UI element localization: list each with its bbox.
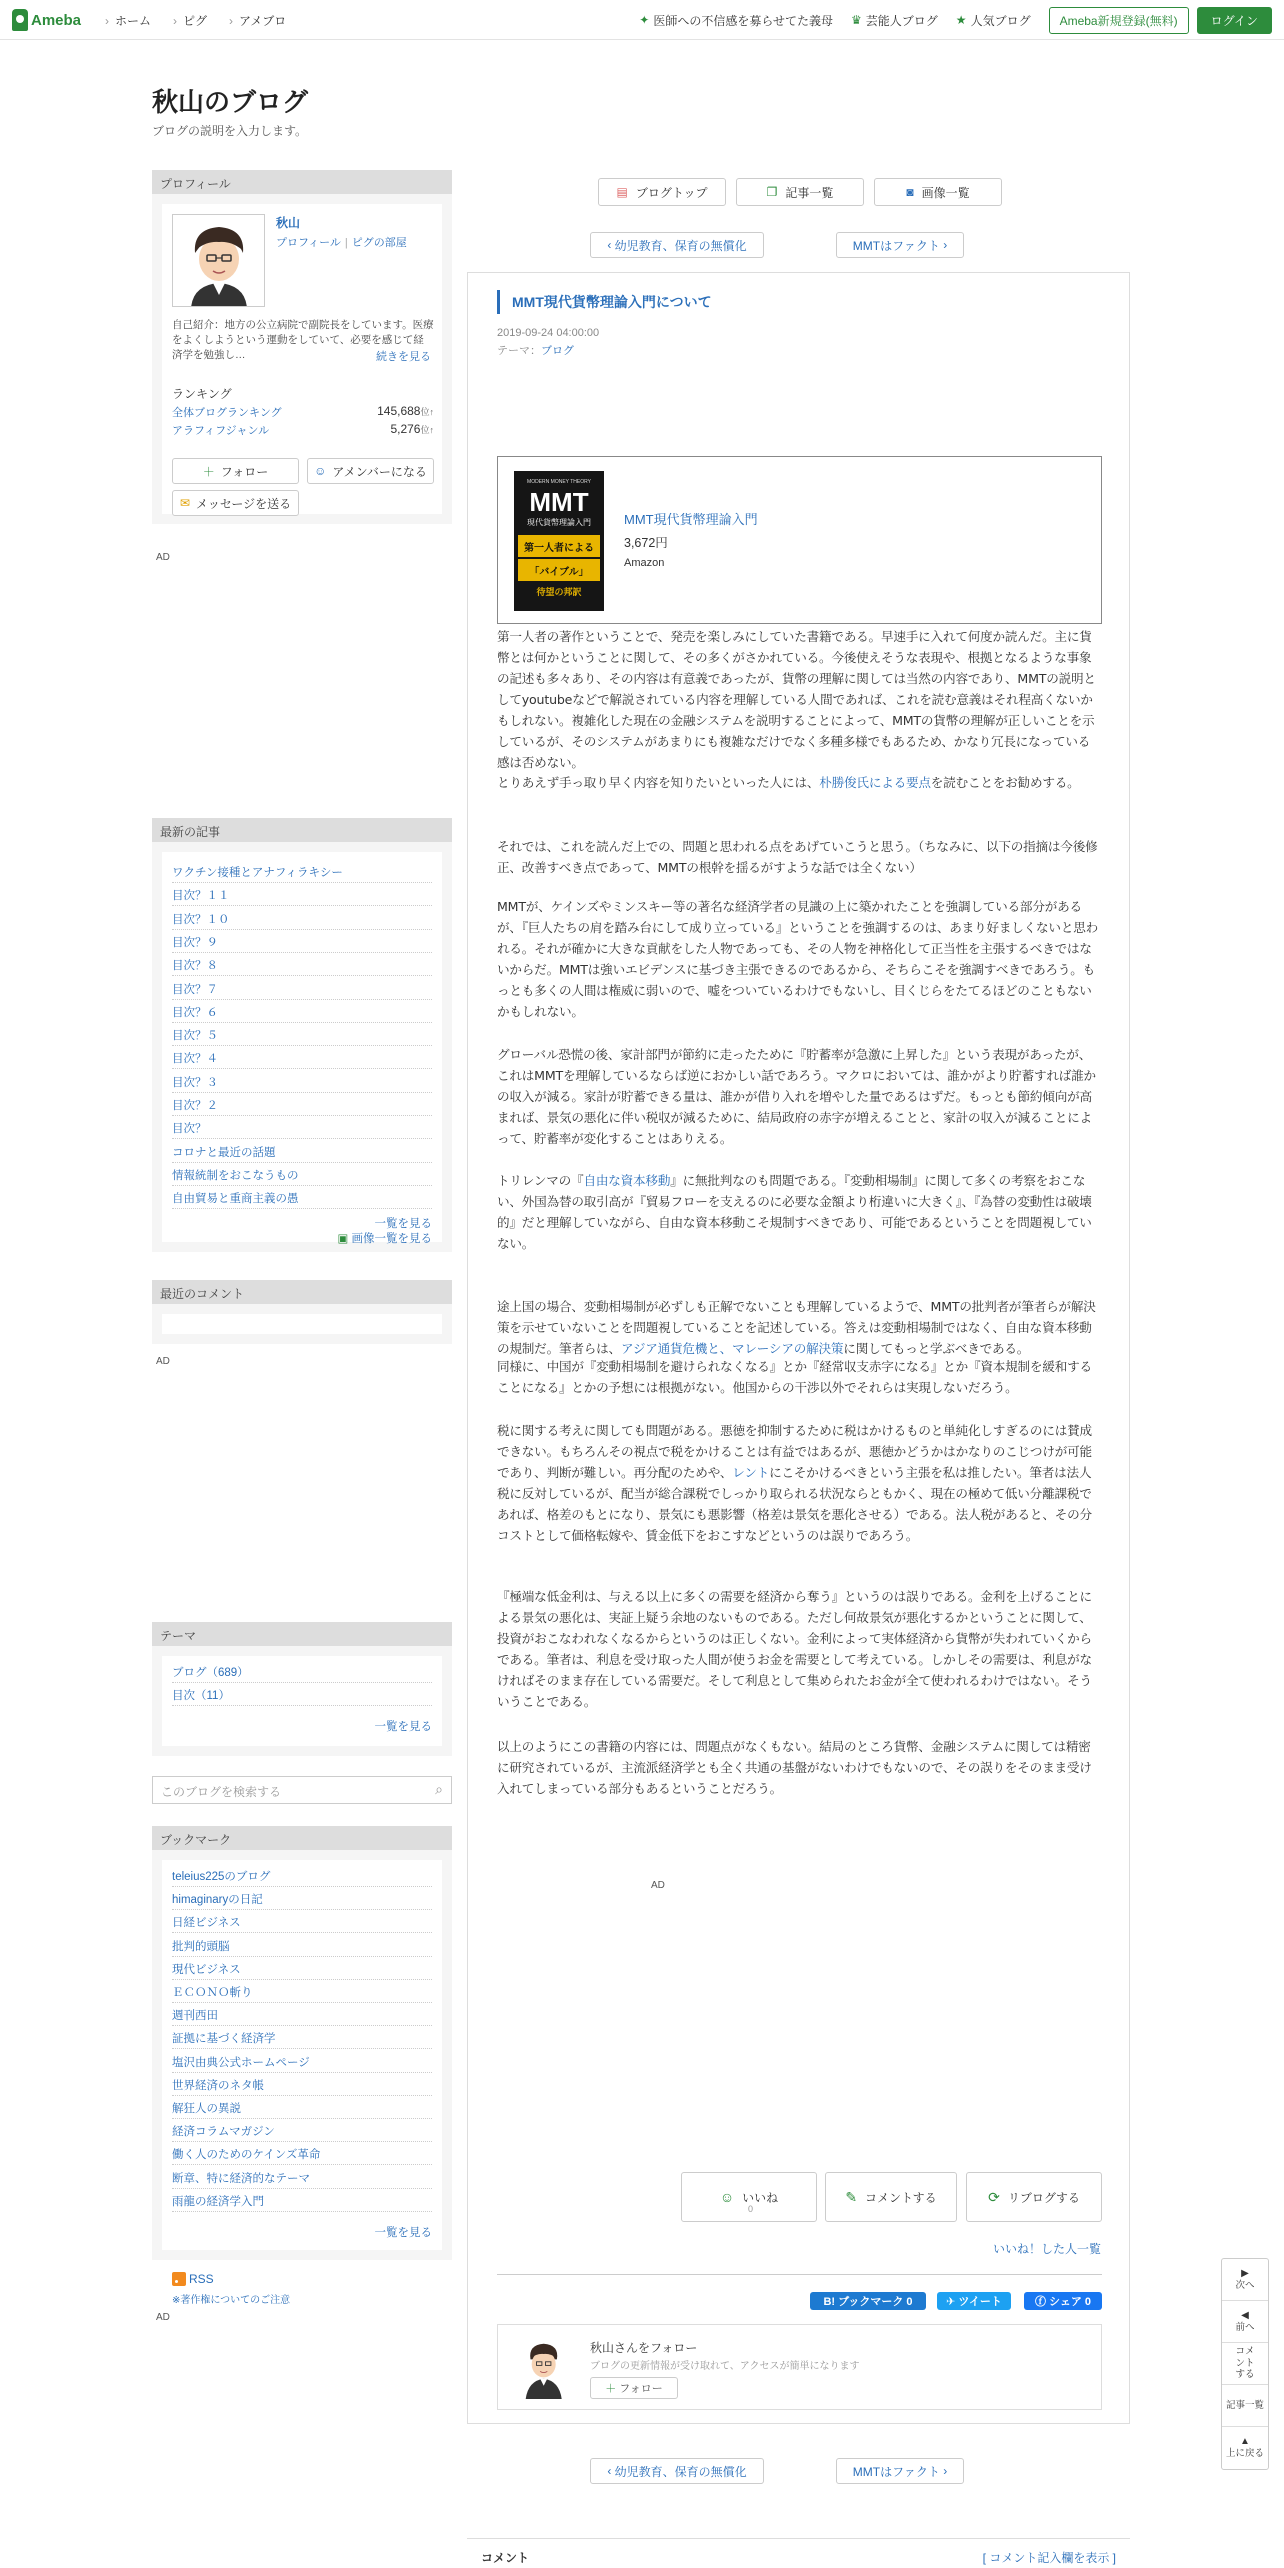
reblog-label: リブログする <box>1007 2190 1080 2205</box>
plus-icon: ＋ <box>605 2383 620 2395</box>
entry-list-label: 記事一覧 <box>785 185 834 200</box>
speech-bubble-icon: ✎ <box>845 2188 858 2205</box>
global-nav <box>105 0 308 40</box>
bookmark-item[interactable]: 雨龍の経済学入門 <box>172 2189 432 2212</box>
reblog-icon: ⟳ <box>988 2188 1000 2205</box>
next-button[interactable] <box>1222 2259 1268 2301</box>
profile-link[interactable]: プロフィール <box>276 237 341 249</box>
arrow-up-icon: ↑ <box>429 425 434 435</box>
paragraph-text: 税に関する考えに関しても問題がある。悪徳を抑制するために税はかけるものと単純化しすぎるのには賛成できない。もちろんその視点で税をかけることは有益ではあるが、悪徳かどうかはかなりのこじつけが可能であり、判断が難しい。再分配のためや、 <box>497 1423 1092 1480</box>
cover-awaited: 待望の邦訳 <box>536 588 582 598</box>
rank-unit: 位 <box>420 407 430 417</box>
ranking-value <box>390 422 434 438</box>
paragraph-text: 同様に、中国が『変動相場制を避けられなくなる』とか『経常収支赤字になる』とか『資本規制を緩和することになる』とかの予想には根拠がない。他国からの干渉以外でそれらは実現しないだろう。 <box>497 1359 1092 1395</box>
avatar-illustration <box>516 2339 572 2399</box>
comments-heading: 最近のコメント <box>152 1280 452 1304</box>
crown-icon: ♛ <box>851 13 862 27</box>
comments-inner <box>162 1314 442 1334</box>
like-count: 0 <box>748 2204 754 2214</box>
image-list-label: 画像一覧を見る <box>351 1233 432 1245</box>
recent-article-item[interactable]: 目次？ <box>172 1116 432 1139</box>
cover-catch: 第一人者による <box>524 543 594 554</box>
article-paragraph <box>497 772 1102 793</box>
paragraph-text: 第一人者の著作ということで、発売を楽しみにしていた書籍である。早速手に入れて何度か読んだ。主に貨幣とは何かということに関して、その多くがさかれている。今後使えそうな表現や、根拠となるような事象の記述も多々あり、その内容は有意義であったが、貨幣の理解に関しては当然の内容であり、MMTの説明としてyoutubeなどで解説されている内容を理解している人間であれば、これを読む意義はそれ程高くないかもしれない。複雑化した現在の金融システムを説明することによって、MMTの貨幣の理解が正しいことを示しているが、そのシステムがあまりにも複雑なだけでなく多種多様でもあるため、かなり冗長になっている感は否めない。 <box>497 629 1096 770</box>
cover-mmt: MMT <box>529 487 589 517</box>
play-right-icon: ▶ <box>1241 2267 1249 2279</box>
rank-number: 145,688 <box>377 404 421 418</box>
theme-more-link[interactable]: 一覧を見る <box>374 1721 432 1733</box>
entry-date: 2019-09-24 04:00:00 <box>497 327 600 339</box>
show-comment-form-link[interactable]: [ コメント記入欄を表示 ] <box>982 2551 1116 2565</box>
search-icon[interactable]: ⌕ <box>435 1781 443 1797</box>
promo-label: 人気ブログ <box>970 13 1031 28</box>
comment-nav-button[interactable] <box>1222 2343 1268 2385</box>
product-name-link[interactable]: MMT現代貨幣理論入門 <box>624 512 758 527</box>
next-entry-link-bottom[interactable] <box>836 2458 964 2484</box>
ranking-row <box>172 422 434 438</box>
message-button[interactable] <box>172 490 299 516</box>
promo-label: 芸能人ブログ <box>865 13 938 28</box>
facebook-icon: ⓕ <box>1034 2296 1050 2308</box>
promo-link-1[interactable] <box>639 12 833 29</box>
bookmarks-more-link[interactable]: 一覧を見る <box>374 2227 432 2239</box>
paragraph-text: を読むことをお勧めする。 <box>930 775 1080 790</box>
hatena-bookmark-button[interactable]: B! ブックマーク 0 <box>810 2292 926 2310</box>
recent-article-item[interactable]: ワクチン接種とアナフィラキシー <box>172 860 432 883</box>
article-paragraph <box>497 1356 1102 1398</box>
bookmark-item[interactable]: 証拠に基づく経済学 <box>172 2026 432 2049</box>
comment-button[interactable] <box>825 2172 957 2222</box>
paragraph-text: 』に無批判なのも問題である。『変動相場制』に関して多くの考察をおこない、外国為替の取引高が『貿易フローを支えるのに必要な金額より桁違いに大きく』、『為替の変動性は破壊的』だと理解していながら、自由な資本移動こそ規制すべきであり、可能であるということを問題視していない。 <box>497 1173 1092 1251</box>
ranking-label[interactable]: 全体ブログランキング <box>172 407 282 419</box>
float-nav-label: 上に戻る <box>1225 2448 1264 2460</box>
bookmark-item[interactable]: 批判的頭脳 <box>172 1934 432 1957</box>
follow-card-description: ブログの更新情報が受け取れて、アクセスが簡単になります <box>590 2361 860 2372</box>
follow-button[interactable] <box>172 458 299 484</box>
next-entry-label: MMTはファクト <box>852 2464 940 2479</box>
float-nav-label: 記事一覧 <box>1225 2399 1264 2411</box>
article-paragraph <box>497 1170 1102 1254</box>
profile-links <box>276 234 407 250</box>
ameba-logo[interactable] <box>12 8 81 32</box>
chevron-right-icon: › <box>939 2464 948 2478</box>
product-store: Amazon <box>624 557 665 569</box>
blog-description: ブログの説明を入力します。 <box>152 124 308 138</box>
smile-icon: ☺ <box>719 2189 735 2205</box>
ad-label: AD <box>156 1356 170 1367</box>
blog-search-input[interactable] <box>152 1776 452 1804</box>
paragraph-text: 『極端な低金利は、与える以上に多くの需要を経済から奪う』というのは誤りである。金利を上げることによる景気の悪化は、実証上疑う余地のないものである。ただし何故景気が悪化するかということに関して、投資がおこなわれなくなるからというのは正しくない。金利によって実体経済から貨幣が失われていくからである。筆者は、利息を受け取った人間が使うお金を需要として考えている。しかしその需要は、利息がなければそのまま存在している需要だ。そして利息として集められたお金が全て使われるわけではない。そういうことである。 <box>497 1589 1092 1709</box>
inline-link[interactable]: レント <box>732 1465 770 1480</box>
amember-button[interactable] <box>307 458 434 484</box>
bookmark-item[interactable]: 経済コラムマガジン <box>172 2119 432 2142</box>
image-list-label: 画像一覧 <box>921 185 970 200</box>
rank-unit: 位 <box>420 425 430 435</box>
image-icon: ▣ <box>337 1233 352 1245</box>
inline-link[interactable]: 自由な資本移動 <box>583 1173 671 1188</box>
ad-label: AD <box>156 552 170 563</box>
bookmark-item[interactable]: 週刊西田 <box>172 2003 432 2026</box>
paragraph-text: に関してもっと学ぶべきである。 <box>843 1341 1030 1356</box>
bookmark-item[interactable]: 日経ビジネス <box>172 1910 432 1933</box>
bird-icon: ✈ <box>946 2295 959 2308</box>
follow-label: フォロー <box>220 464 269 479</box>
recent-more-link[interactable]: 一覧を見る <box>374 1218 432 1230</box>
nav-pigg[interactable]: › ピグ <box>173 12 207 29</box>
comment-section-header <box>467 2538 1130 2568</box>
header-right <box>621 0 1272 40</box>
paragraph-text: MMTが、ケインズやミンスキー等の著名な経済学者の見識の上に築かれたことを強調している部分があるが、『巨人たちの肩を踏み台にして成り立っている』ということを強調するのは、あまり好ましくないと思われる。それが確かに大きな貢献をした人物であっても、その人物を神格化して正当性を主張するべきではないからだ。MMTは強いエビデンスに基づき主張できるのであるから、そちらこそを強調すべきであろう。もっとも多くの人間は権威に弱いので、嘘をついているわけでもないし、目くじらをたてるほどのこともないかもしれない。 <box>497 899 1098 1019</box>
article-paragraph <box>497 896 1102 1022</box>
ranking-label[interactable]: アラフィフジャンル <box>172 425 270 437</box>
rss-icon <box>172 2272 186 2286</box>
bookmark-item[interactable]: 解狂人の異説 <box>172 2096 432 2119</box>
message-label: メッセージを送る <box>195 496 292 511</box>
entry-title[interactable]: MMT現代貨幣理論入門について <box>497 290 712 314</box>
blog-title[interactable]: 秋山のブログ <box>152 88 309 118</box>
arrow-up-icon: ↑ <box>429 407 434 417</box>
global-header <box>0 0 1284 40</box>
article-paragraph <box>497 626 1102 773</box>
avatar[interactable] <box>172 214 265 307</box>
plus-icon: ＋ <box>202 464 215 479</box>
blog-top-label: ブログトップ <box>635 185 708 200</box>
bookmark-item[interactable]: 働く人のためのケインズ革命 <box>172 2142 432 2165</box>
float-nav-label: 前へ <box>1235 2321 1255 2333</box>
login-button[interactable]: ログイン <box>1197 7 1272 34</box>
copyright-note-link[interactable]: ※著作権についてのご注意 <box>172 2295 291 2306</box>
image-list-link[interactable] <box>337 1230 432 1246</box>
entry-list-button[interactable] <box>736 178 864 206</box>
rss-label: RSS <box>189 2272 214 2286</box>
recent-article-item[interactable]: コロナと最近の話題 <box>172 1140 432 1163</box>
ameba-logo-icon <box>12 9 28 31</box>
article-paragraph <box>497 1044 1102 1149</box>
recent-article-item[interactable]: 目次？６ <box>172 1000 432 1023</box>
tweet-label: ツイート <box>958 2296 1002 2308</box>
float-nav-label: コメントする <box>1235 2346 1255 2381</box>
article-paragraph <box>497 1736 1102 1799</box>
logo-text: Ameba <box>31 11 82 29</box>
article-paragraph <box>497 1420 1102 1546</box>
next-entry-link[interactable] <box>836 232 964 258</box>
bookmark-item[interactable]: 世界経済のネタ帳 <box>172 2073 432 2096</box>
chevron-left-icon: ‹ <box>607 2464 615 2478</box>
camera-icon: ◙ <box>906 185 914 199</box>
home-icon: ▤ <box>616 185 628 199</box>
product-price: 3,672円 <box>624 536 668 550</box>
entry-theme <box>497 342 574 358</box>
profile-heading: プロフィール <box>152 170 452 194</box>
chevron-left-icon: ‹ <box>607 238 615 252</box>
promo-label: 医師への不信感を募らせてた義母 <box>653 13 834 28</box>
bookmark-item[interactable]: teleius225のブログ <box>172 1864 432 1887</box>
book-cover-illustration <box>514 471 604 611</box>
theme-link[interactable]: ブログ <box>541 345 574 357</box>
prev-button[interactable] <box>1222 2301 1268 2343</box>
blog-top-button[interactable] <box>598 178 726 206</box>
inline-link[interactable]: 朴勝俊氏による要点 <box>819 775 931 790</box>
profile-name[interactable]: 秋山 <box>276 216 301 230</box>
paragraph-text: 途上国の場合、変動相場制が必ずしも正解でないことも理解しているようで、MMTの批判者が筆者らが解決策を示せていないことを問題視していることを記述している。答えは変動相場制ではなく、自由な資本移動の規制だ。筆者らは、 <box>497 1299 1096 1356</box>
comment-section-title: コメント <box>481 2551 530 2565</box>
article-paragraph <box>497 1296 1102 1359</box>
follow-card-button-label: フォロー <box>619 2383 663 2395</box>
divider <box>497 2274 1102 2275</box>
recent-article-item[interactable]: 目次？９ <box>172 930 432 953</box>
cover-subtitle-en: MODERN MONEY THEORY <box>527 479 591 485</box>
follow-card-button[interactable] <box>590 2377 678 2399</box>
back-to-top-button[interactable] <box>1222 2427 1268 2469</box>
article-paragraph <box>497 1586 1102 1712</box>
like-label: いいね <box>742 2190 779 2205</box>
rank-number: 5,276 <box>390 422 421 436</box>
amember-label: アメンバーになる <box>332 464 427 479</box>
facebook-share-label: シェア 0 <box>1049 2296 1092 2308</box>
recent-article-item[interactable]: 目次？１０ <box>172 907 432 930</box>
float-nav-label: 次へ <box>1235 2279 1255 2291</box>
paragraph-text: 以上のようにこの書籍の内容には、問題点がなくもない。結局のところ貨幣、金融システムに関しては精密に研究されているが、主流派経済学とも全く共通の基盤がないわけでもないので、その誤りをそのまま受け入れてしまっている部分もあるということだろう。 <box>497 1739 1092 1796</box>
recent-article-item[interactable]: 情報統制をおこなうもの <box>172 1163 432 1186</box>
reblog-button[interactable] <box>966 2172 1102 2222</box>
paragraph-text: トリレンマの『 <box>497 1173 584 1188</box>
book-cover-image[interactable] <box>514 471 604 611</box>
promo-link-3[interactable] <box>956 12 1031 29</box>
recent-article-item[interactable]: 目次？７ <box>172 977 432 1000</box>
recent-article-item[interactable]: 目次？２ <box>172 1093 432 1116</box>
next-entry-label: MMTはファクト <box>852 238 940 253</box>
bookmark-item[interactable]: 塩沢由典公式ホームページ <box>172 2050 432 2073</box>
document-icon: ❐ <box>766 185 778 199</box>
image-list-button[interactable] <box>874 178 1002 206</box>
recent-article-item[interactable]: 目次？８ <box>172 953 432 976</box>
nav-home[interactable]: › ホーム <box>105 12 151 29</box>
recent-article-item[interactable]: 目次？３ <box>172 1070 432 1093</box>
bookmark-item[interactable]: 断章、特に経済的なテーマ <box>172 2166 432 2189</box>
triangle-up-icon: ▲ <box>1240 2436 1250 2448</box>
ranking-value <box>377 404 434 420</box>
avatar[interactable] <box>516 2339 572 2399</box>
recent-article-item[interactable]: 自由貿易と重商主義の愚 <box>172 1186 432 1209</box>
article-paragraph <box>497 836 1102 878</box>
theme-label: テーマ： <box>497 345 541 357</box>
cover-title: 現代貨幣理論入門 <box>527 518 591 527</box>
ad-label: AD <box>651 1880 665 1891</box>
follow-card-title: 秋山さんをフォロー <box>590 2341 698 2355</box>
paragraph-text: グローバル恐慌の後、家計部門が節約に走ったために『貯蓄率が急激に上昇した』という表現があったが、これはMMTを理解しているならば逆におかしい話であろう。マクロにおいては、誰かがより貯蓄すれば誰かの収入が減る。家計が貯蓄できる量は、誰かが借り入れを増やした量であるはずだ。もっとも節約傾向が高まれば、景気の悪化に伴い税収が減るために、結局政府の赤字が増えることと、家計の収入が減ることによって、貯蓄率が変化することはありえる。 <box>497 1047 1096 1146</box>
bookmark-item[interactable]: himaginaryの日記 <box>172 1887 432 1910</box>
chevron-right-icon: › <box>939 238 948 252</box>
ranking-title: ランキング <box>172 387 232 401</box>
follow-card <box>497 2324 1102 2410</box>
ranking-row <box>172 404 434 420</box>
theme-heading: テーマ <box>152 1622 452 1646</box>
star-icon: ★ <box>955 13 967 27</box>
profile-intro: 自己紹介：地方の公立病院で副院長をしています。医療をよくしようという運動をしていて、必要を感じて経済学を勉強し… <box>172 319 434 362</box>
prev-entry-link[interactable] <box>590 232 764 258</box>
recent-article-item[interactable]: 目次？４ <box>172 1046 432 1069</box>
rss-link[interactable] <box>172 2272 214 2286</box>
prev-entry-link-bottom[interactable] <box>590 2458 764 2484</box>
leaf-icon: ✦ <box>639 13 650 27</box>
recent-heading: 最新の記事 <box>152 818 452 842</box>
tweet-button[interactable] <box>937 2292 1011 2310</box>
avatar-illustration <box>173 215 265 307</box>
floating-nav <box>1221 2258 1269 2470</box>
paragraph-text: それでは、これを読んだ上での、問題と思われる点をあげていこうと思う。（ちなみに、以下の指摘は今後修正、改善すべき点であって、MMTの根幹を揺るがすような話では全くない） <box>497 839 1098 875</box>
paragraph-text: にこそかけるべきという主張を私は推したい。筆者は法人税に反対しているが、配当が総合課税でしっかり取られる状況ならともかく、現在の極めて低い分離課税であれば、格差のもとになり、景気にも悪影響（格差は景気を悪化させる）である。法人税があると、その分コストとして価格転嫁や、賃金低下をおこすなどというのは誤りであろう。 <box>497 1465 1092 1543</box>
theme-item[interactable]: ブログ（689） <box>172 1660 432 1683</box>
register-button[interactable]: Ameba新規登録(無料) <box>1049 7 1189 34</box>
prev-entry-label: 幼児教育、保育の無償化 <box>614 2464 747 2479</box>
separator: | <box>344 237 348 249</box>
paragraph-text: とりあえず手っ取り早く内容を知りたいといった人には、 <box>497 775 820 790</box>
people-icon: ☺ <box>314 464 327 478</box>
nav-ameblo[interactable]: › アメブロ <box>229 12 286 29</box>
recent-article-item[interactable]: 目次？５ <box>172 1023 432 1046</box>
bookmark-item[interactable]: 現代ビジネス <box>172 1957 432 1980</box>
product-card[interactable] <box>497 456 1102 624</box>
envelope-icon: ✉ <box>179 496 190 510</box>
play-left-icon: ◀ <box>1241 2309 1249 2321</box>
profile-more-link[interactable]: 続きを見る <box>376 351 431 363</box>
ad-label: AD <box>156 2312 170 2323</box>
inline-link[interactable]: アジア通貨危機と、マレーシアの解決策 <box>620 1341 844 1356</box>
prev-entry-label: 幼児教育、保育の無償化 <box>614 238 747 253</box>
comment-label: コメントする <box>865 2190 937 2205</box>
pigg-room-link[interactable]: ピグの部屋 <box>351 237 407 249</box>
promo-link-2[interactable] <box>851 12 938 29</box>
like-button[interactable] <box>681 2172 817 2222</box>
theme-item[interactable]: 目次（11） <box>172 1683 432 1706</box>
bookmark-item[interactable]: ＥＣＯＮＯ斬り <box>172 1980 432 2003</box>
entry-list-nav-button[interactable] <box>1222 2385 1268 2427</box>
liked-users-link[interactable]: いいね！した人一覧 <box>992 2242 1101 2256</box>
recent-article-item[interactable]: 目次？１１ <box>172 883 432 906</box>
cover-bible: 「バイブル」 <box>529 567 589 578</box>
facebook-share-button[interactable] <box>1024 2292 1102 2310</box>
search-placeholder: このブログを検索する <box>161 1785 282 1799</box>
bookmarks-heading: ブックマーク <box>152 1826 452 1850</box>
